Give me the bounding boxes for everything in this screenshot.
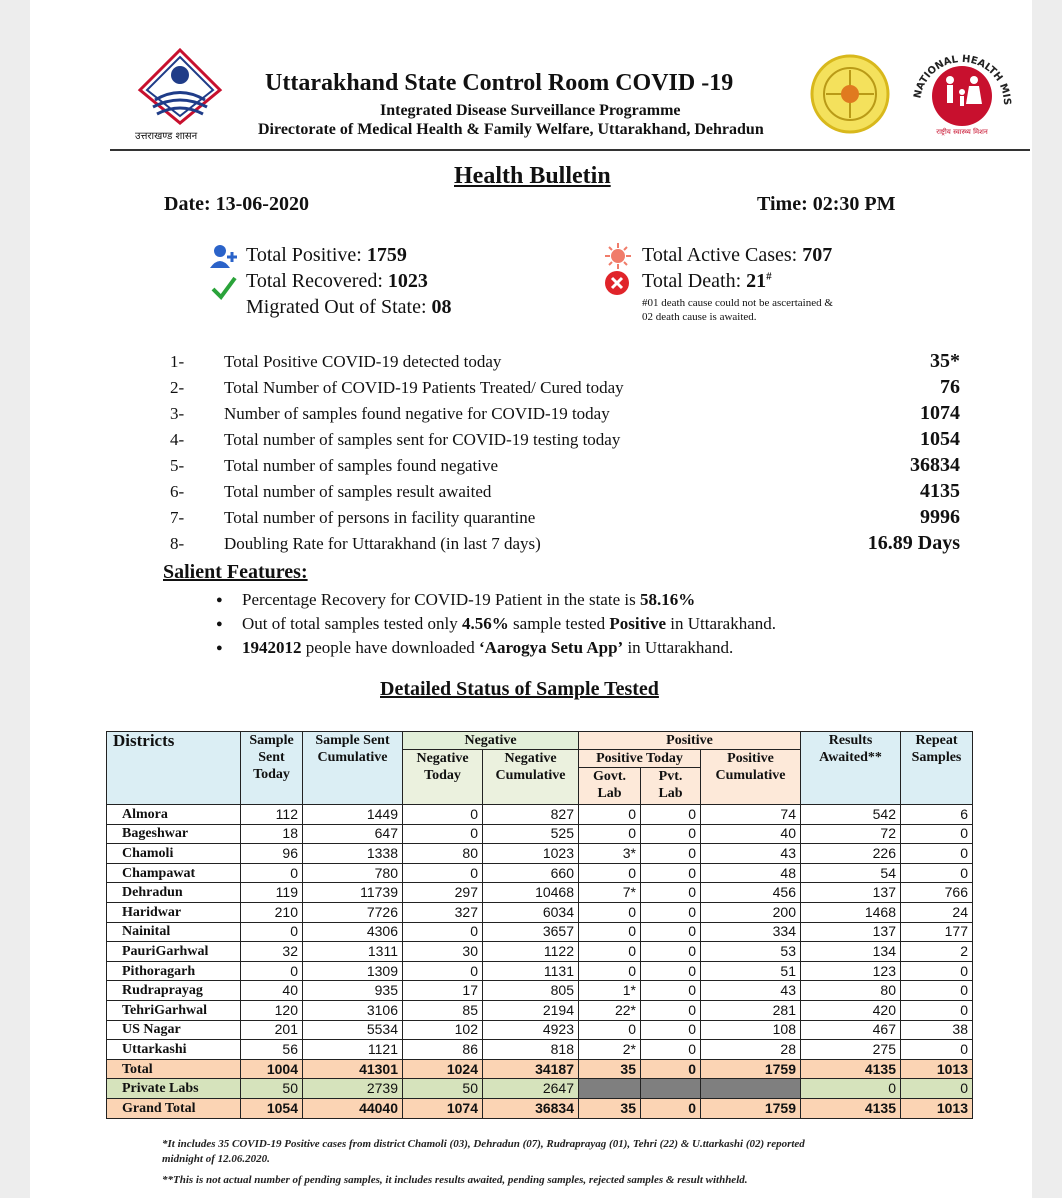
table-cell: 24: [901, 902, 973, 922]
nhm-logo: [906, 44, 1018, 136]
table-cell: 1*: [579, 981, 641, 1001]
svg-text:NATIONAL HEALTH MISSION: NATIONAL HEALTH MIS: [912, 53, 1013, 106]
list-item: [170, 404, 960, 430]
table-cell: 0: [901, 1079, 973, 1099]
table-cell: 0: [241, 863, 303, 883]
table-cell: 102: [403, 1020, 483, 1040]
list-item-text: Number of samples found negative for COVID-19 today: [224, 404, 610, 423]
table-row: [107, 922, 973, 942]
table-cell: 1311: [303, 942, 403, 962]
district-name-cell: Pithoragarh: [107, 961, 241, 981]
table-row: [107, 883, 973, 903]
list-item-value: 9996: [920, 506, 960, 528]
list-item-number: 2-: [170, 378, 185, 397]
table-cell: 935: [303, 981, 403, 1001]
header-sample-sent-today: Sample Sent Today: [241, 732, 303, 805]
table-cell: 0: [641, 1000, 701, 1020]
table-cell: 10468: [483, 883, 579, 903]
table-row: [107, 942, 973, 962]
table-cell: 6034: [483, 902, 579, 922]
table-cell: 0: [403, 805, 483, 825]
table-row: [107, 902, 973, 922]
table-cell: 0: [641, 961, 701, 981]
list-item-value: 76: [940, 376, 960, 398]
total-positive: Total Positive: 1759: [246, 244, 407, 266]
table-cell: 0: [901, 981, 973, 1001]
table-cell: 525: [483, 824, 579, 844]
table-cell: 1054: [241, 1098, 303, 1118]
table-cell: 177: [901, 922, 973, 942]
table-row: [107, 1079, 973, 1099]
table-cell: 134: [801, 942, 901, 962]
table-cell: 137: [801, 922, 901, 942]
table-cell: 51: [701, 961, 801, 981]
table-cell: 2739: [303, 1079, 403, 1099]
table-row: [107, 805, 973, 825]
table-cell: 50: [403, 1079, 483, 1099]
table-cell: 647: [303, 824, 403, 844]
table-cell: 660: [483, 863, 579, 883]
table-cell: 2647: [483, 1079, 579, 1099]
list-item-text: Total number of samples result awaited: [224, 482, 492, 501]
district-name-cell: Haridwar: [107, 902, 241, 922]
list-item-number: 5-: [170, 456, 185, 475]
table-cell: 0: [901, 863, 973, 883]
table-row: [107, 1059, 973, 1079]
list-item-number: 3-: [170, 404, 185, 423]
list-item: [170, 352, 960, 378]
table-cell: 2: [901, 942, 973, 962]
table-cell: 43: [701, 981, 801, 1001]
table-cell: 1004: [241, 1059, 303, 1079]
table-cell: 226: [801, 844, 901, 864]
table-cell: 34187: [483, 1059, 579, 1079]
table-cell: 0: [641, 844, 701, 864]
table-cell: 1468: [801, 902, 901, 922]
table-cell: 780: [303, 863, 403, 883]
list-item-number: 8-: [170, 534, 185, 553]
table-cell: 0: [641, 1040, 701, 1060]
table-cell: 35: [579, 1098, 641, 1118]
list-item: [170, 508, 960, 534]
table-cell: 1121: [303, 1040, 403, 1060]
table-cell: 44040: [303, 1098, 403, 1118]
table-cell: 137: [801, 883, 901, 903]
district-name-cell: Chamoli: [107, 844, 241, 864]
table-cell: 0: [641, 922, 701, 942]
table-cell: 456: [701, 883, 801, 903]
table-cell: 0: [901, 1040, 973, 1060]
table-cell: 74: [701, 805, 801, 825]
list-item: [170, 378, 960, 404]
table-cell: 334: [701, 922, 801, 942]
table-cell: 1449: [303, 805, 403, 825]
table-cell: 0: [403, 863, 483, 883]
table-cell: 1013: [901, 1059, 973, 1079]
bulletin-time: Time: 02:30 PM: [757, 193, 896, 215]
header-positive: Positive: [579, 732, 801, 750]
table-row: [107, 863, 973, 883]
header-divider: [110, 149, 1030, 151]
table-cell: 96: [241, 844, 303, 864]
salient-item: ● 1942012 people have downloaded ‘Aarogya Setu App’ in Uttarakhand.: [220, 636, 776, 660]
table-cell: 1131: [483, 961, 579, 981]
header-title: Uttarakhand State Control Room COVID -19: [265, 70, 734, 96]
header-positive-cumulative: Positive Cumulative: [701, 750, 801, 805]
table-cell: 542: [801, 805, 901, 825]
idsp-logo: [808, 52, 892, 136]
table-cell: 0: [641, 942, 701, 962]
district-name-cell: Bageshwar: [107, 824, 241, 844]
salient-item: ● Percentage Recovery for COVID-19 Patient in the state is 58.16%: [220, 588, 776, 612]
table-cell: 1338: [303, 844, 403, 864]
header-positive-today: Positive Today: [579, 750, 701, 768]
table-cell: 0: [579, 805, 641, 825]
bulletin-page: [30, 0, 1032, 1198]
table-cell: 35: [579, 1059, 641, 1079]
district-name-cell: Champawat: [107, 863, 241, 883]
table-cell: 43: [701, 844, 801, 864]
table-cell: 56: [241, 1040, 303, 1060]
table-cell: 1759: [701, 1059, 801, 1079]
header-repeat-samples: Repeat Samples: [901, 732, 973, 805]
salient-features-list: [220, 588, 776, 660]
table-cell: 4135: [801, 1059, 901, 1079]
table-cell: 4135: [801, 1098, 901, 1118]
footnote-1: *It includes 35 COVID-19 Positive cases from district Chamoli (03), Dehradun (07), Rudraprayag (01), Tehri (22) & U.ttarkashi (02) reported midnight of 12.06.2020.: [162, 1138, 805, 1165]
table-cell: 50: [241, 1079, 303, 1099]
total-recovered: Total Recovered: 1023: [246, 270, 428, 292]
table-cell: 40: [701, 824, 801, 844]
table-cell: 38: [901, 1020, 973, 1040]
table-cell: 2194: [483, 1000, 579, 1020]
table-cell: 80: [403, 844, 483, 864]
table-cell: 0: [579, 942, 641, 962]
footnote-2: **This is not actual number of pending samples, it includes results awaited, pending samples, rejected samples & result withheld.: [162, 1174, 748, 1186]
table-cell: 0: [579, 922, 641, 942]
table-cell: 0: [641, 824, 701, 844]
close-circle-icon: [604, 270, 630, 301]
table-cell: 123: [801, 961, 901, 981]
list-item-value: 1054: [920, 428, 960, 450]
table-row: [107, 844, 973, 864]
table-cell: 275: [801, 1040, 901, 1060]
table-cell: 0: [901, 824, 973, 844]
list-item-number: 1-: [170, 352, 185, 371]
table-body: [107, 805, 973, 1119]
list-item: [170, 482, 960, 508]
header-govt-lab: Govt. Lab: [579, 768, 641, 805]
district-name-cell: US Nagar: [107, 1020, 241, 1040]
total-active-cases: Total Active Cases: 707: [642, 244, 833, 266]
table-cell: 32: [241, 942, 303, 962]
table-cell: 0: [403, 961, 483, 981]
table-cell: 4306: [303, 922, 403, 942]
table-cell: 0: [579, 961, 641, 981]
table-cell: 6: [901, 805, 973, 825]
logo-caption: उत्तराखण्ड शासन: [135, 131, 198, 142]
district-name-cell: Grand Total: [107, 1098, 241, 1118]
table-cell: 85: [403, 1000, 483, 1020]
table-cell: 210: [241, 902, 303, 922]
table-cell: 120: [241, 1000, 303, 1020]
list-item-text: Total number of samples found negative: [224, 456, 499, 475]
table-cell: 0: [641, 981, 701, 1001]
table-cell: 827: [483, 805, 579, 825]
uttarakhand-govt-logo: [135, 45, 225, 125]
table-cell: 327: [403, 902, 483, 922]
table-cell: 0: [241, 922, 303, 942]
table-cell: 3106: [303, 1000, 403, 1020]
district-name-cell: Almora: [107, 805, 241, 825]
list-item-value: 1074: [920, 402, 960, 424]
header-results-awaited: Results Awaited**: [801, 732, 901, 805]
table-cell: 0: [641, 883, 701, 903]
sample-status-table: [106, 731, 973, 1119]
table-row: [107, 1020, 973, 1040]
list-item-value: 16.89 Days: [867, 532, 960, 554]
table-cell: 0: [641, 1059, 701, 1079]
check-icon: [210, 274, 238, 307]
list-item-text: Total number of persons in facility quarantine: [224, 508, 536, 527]
table-cell: 54: [801, 863, 901, 883]
list-item-text: Total number of samples sent for COVID-19 testing today: [224, 430, 621, 449]
district-name-cell: Uttarkashi: [107, 1040, 241, 1060]
table-cell: 1309: [303, 961, 403, 981]
table-cell: 30: [403, 942, 483, 962]
migrated-out: Migrated Out of State: 08: [246, 296, 452, 318]
svg-text:राष्ट्रीय स्वास्थ्य मिशन: राष्ट्रीय स्वास्थ्य मिशन: [936, 128, 988, 136]
table-cell: 0: [579, 863, 641, 883]
table-cell: 0: [641, 863, 701, 883]
table-cell: 0: [901, 961, 973, 981]
salient-item: ● Out of total samples tested only 4.56% sample tested Positive in Uttarakhand.: [220, 612, 776, 636]
table-cell: 0: [641, 1020, 701, 1040]
table-cell: 1024: [403, 1059, 483, 1079]
header-pvt-lab: Pvt. Lab: [641, 768, 701, 805]
table-cell: 297: [403, 883, 483, 903]
table-cell: [701, 1079, 801, 1099]
table-row: [107, 981, 973, 1001]
death-note: #01 death cause could not be ascertained & 02 death cause is awaited.: [642, 297, 833, 323]
table-cell: 4923: [483, 1020, 579, 1040]
table-cell: 112: [241, 805, 303, 825]
add-user-icon: [210, 244, 240, 273]
header-negative-cumulative: Negative Cumulative: [483, 750, 579, 805]
district-name-cell: TehriGarhwal: [107, 1000, 241, 1020]
table-cell: 1759: [701, 1098, 801, 1118]
list-item-value: 35*: [930, 350, 960, 372]
table-cell: 0: [641, 805, 701, 825]
table-cell: 0: [579, 902, 641, 922]
list-item-text: Total Number of COVID-19 Patients Treated/ Cured today: [224, 378, 624, 397]
list-item: [170, 534, 960, 560]
table-cell: [641, 1079, 701, 1099]
header-districts: Districts: [107, 732, 241, 805]
district-name-cell: Private Labs: [107, 1079, 241, 1099]
table-cell: 7*: [579, 883, 641, 903]
table-cell: 2*: [579, 1040, 641, 1060]
table-cell: 48: [701, 863, 801, 883]
header-negative-today: Negative Today: [403, 750, 483, 805]
list-item-text: Total Positive COVID-19 detected today: [224, 352, 502, 371]
table-cell: 0: [579, 1020, 641, 1040]
table-cell: 0: [901, 1000, 973, 1020]
table-cell: 86: [403, 1040, 483, 1060]
table-cell: 11739: [303, 883, 403, 903]
table-cell: 36834: [483, 1098, 579, 1118]
table-cell: 0: [579, 824, 641, 844]
table-row: [107, 961, 973, 981]
table-cell: 1074: [403, 1098, 483, 1118]
district-name-cell: Nainital: [107, 922, 241, 942]
table-cell: 3657: [483, 922, 579, 942]
district-name-cell: Total: [107, 1059, 241, 1079]
table-cell: 28: [701, 1040, 801, 1060]
table-cell: 119: [241, 883, 303, 903]
table-cell: 0: [901, 844, 973, 864]
table-row: [107, 824, 973, 844]
table-cell: 0: [641, 1098, 701, 1118]
table-cell: 22*: [579, 1000, 641, 1020]
table-cell: 0: [641, 902, 701, 922]
table-cell: 467: [801, 1020, 901, 1040]
table-cell: 0: [241, 961, 303, 981]
list-item-text: Doubling Rate for Uttarakhand (in last 7 days): [224, 534, 541, 553]
table-cell: 5534: [303, 1020, 403, 1040]
table-cell: [579, 1079, 641, 1099]
table-cell: 201: [241, 1020, 303, 1040]
district-name-cell: Dehradun: [107, 883, 241, 903]
table-cell: 766: [901, 883, 973, 903]
table-cell: 40: [241, 981, 303, 1001]
district-name-cell: PauriGarhwal: [107, 942, 241, 962]
table-cell: 53: [701, 942, 801, 962]
list-item: [170, 456, 960, 482]
table-cell: 18: [241, 824, 303, 844]
district-name-cell: Rudraprayag: [107, 981, 241, 1001]
salient-features-title: Salient Features:: [163, 561, 308, 583]
table-cell: 818: [483, 1040, 579, 1060]
table-row: [107, 1098, 973, 1118]
table-cell: 41301: [303, 1059, 403, 1079]
list-item-number: 4-: [170, 430, 185, 449]
table-cell: 80: [801, 981, 901, 1001]
table-cell: 108: [701, 1020, 801, 1040]
list-item-number: 6-: [170, 482, 185, 501]
header-subtitle-1: Integrated Disease Surveillance Programme: [380, 102, 681, 119]
header-sample-sent-cumulative: Sample Sent Cumulative: [303, 732, 403, 805]
table-cell: 7726: [303, 902, 403, 922]
table-cell: 281: [701, 1000, 801, 1020]
table-row: [107, 1000, 973, 1020]
table-cell: 0: [403, 922, 483, 942]
bulletin-title: Health Bulletin: [454, 163, 611, 189]
list-item-number: 7-: [170, 508, 185, 527]
bulletin-date: Date: 13-06-2020: [164, 193, 309, 215]
table-cell: 1023: [483, 844, 579, 864]
table-cell: 805: [483, 981, 579, 1001]
table-cell: 17: [403, 981, 483, 1001]
header-negative: Negative: [403, 732, 579, 750]
list-item-value: 36834: [910, 454, 960, 476]
table-cell: 1122: [483, 942, 579, 962]
table-title: Detailed Status of Sample Tested: [380, 678, 659, 700]
table-cell: 420: [801, 1000, 901, 1020]
table-cell: 72: [801, 824, 901, 844]
table-cell: 200: [701, 902, 801, 922]
table-cell: 3*: [579, 844, 641, 864]
table-cell: 0: [801, 1079, 901, 1099]
list-item-value: 4135: [920, 480, 960, 502]
table-row: [107, 1040, 973, 1060]
total-death: Total Death: 21#: [642, 270, 772, 292]
table-cell: 1013: [901, 1098, 973, 1118]
table-cell: 0: [403, 824, 483, 844]
header-subtitle-2: Directorate of Medical Health & Family Welfare, Uttarakhand, Dehradun: [258, 121, 764, 138]
list-item: [170, 430, 960, 456]
